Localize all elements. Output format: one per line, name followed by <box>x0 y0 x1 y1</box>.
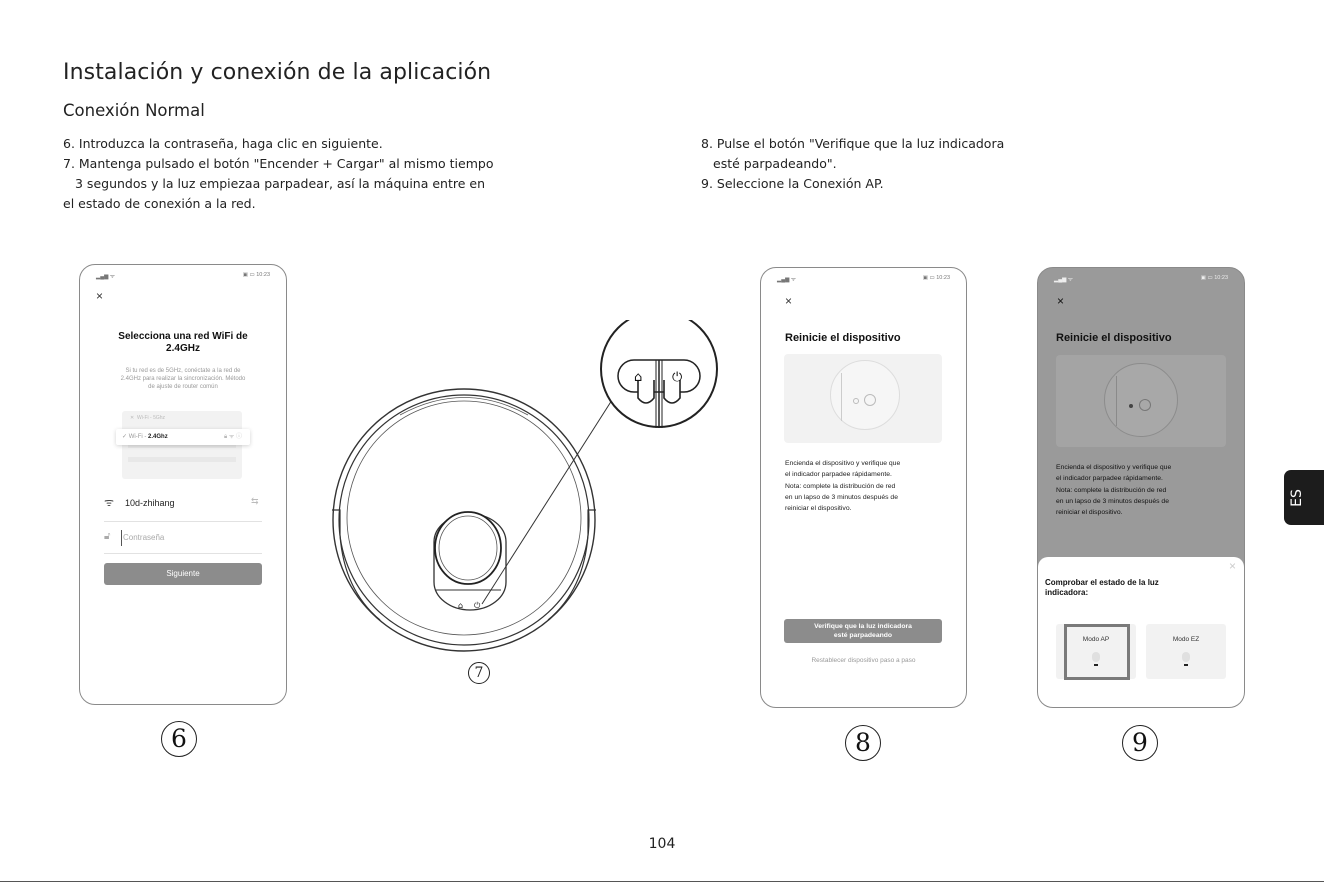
wifi-select-description <box>80 367 286 391</box>
power-icon-small: ⏻ <box>474 601 481 610</box>
body-line: en un lapso de 3 minutos después de <box>785 493 898 501</box>
body-line: reiniciar el dispositivo. <box>1056 509 1123 517</box>
close-icon[interactable]: × <box>785 294 793 308</box>
instruction-line: 6. Introduzca la contraseña, haga clic en siguiente. <box>63 136 383 151</box>
body-line: reiniciar el dispositivo. <box>785 505 852 513</box>
wifi-icon: ᯤ <box>104 497 115 509</box>
button-line: esté parpadeando <box>833 632 893 639</box>
mode-ap-card[interactable] <box>1056 624 1136 679</box>
divider <box>104 521 262 522</box>
button-line: Verifique que la luz indicadora <box>814 623 912 630</box>
phone-screen-step9 <box>1037 267 1245 708</box>
step-number-6: 6 <box>161 721 197 757</box>
restart-instructions <box>1056 462 1171 518</box>
device-illustration <box>784 354 942 443</box>
mode-ap-label: Modo AP <box>1082 636 1110 643</box>
close-icon[interactable]: × <box>96 289 104 303</box>
desc-line: de ajuste de router común <box>148 384 218 390</box>
section-subtitle: Conexión Normal <box>63 101 205 120</box>
wifi-5g-item: ✕ Wi-Fi - 5Ghz <box>130 415 166 421</box>
step-number-7: 7 <box>468 662 490 684</box>
instruction-line: el estado de conexión a la red. <box>63 196 256 211</box>
lock-icon: 🔓︎ <box>104 531 111 542</box>
phone-screen-step6 <box>79 264 287 705</box>
instruction-line: 9. Seleccione la Conexión AP. <box>701 176 884 191</box>
signal-icon: ▂▄▆ ᯤ <box>96 274 115 280</box>
instruction-line: 7. Mantenga pulsado el botón "Encender + Cargar" al mismo tiempo <box>63 156 494 171</box>
instructions-left <box>63 134 493 214</box>
status-time: ▣ ▭ 10:23 <box>1200 275 1228 281</box>
step-number-9: 9 <box>1122 725 1158 761</box>
instruction-line: 3 segundos y la luz empiezaa parpadear, así la máquina entre en <box>75 176 486 191</box>
mode-ez-card[interactable] <box>1146 624 1226 679</box>
robot-closeup <box>1104 363 1178 437</box>
title-line: 2.4GHz <box>166 343 200 354</box>
body-line: Encienda el dispositivo y verifique que <box>785 460 901 467</box>
light-status-sheet <box>1038 557 1244 707</box>
sheet-title-line: Comprobar el estado de la luz <box>1045 578 1159 587</box>
restart-title: Reinicie el dispositivo <box>785 332 901 344</box>
status-time: ▣ ▭ 10:23 <box>242 272 270 278</box>
home-icon-small: ⌂ <box>458 601 464 610</box>
robot-closeup <box>830 360 900 430</box>
phone-screen-step8 <box>760 267 967 708</box>
power-indicator-icon <box>1139 399 1151 411</box>
signal-icon: ▂▄▆ ᯤ <box>1054 277 1073 283</box>
desc-line: 2.4GHz para realizar la sincronización. Método <box>120 376 246 382</box>
body-line: en un lapso de 3 minutos después de <box>1056 497 1169 505</box>
body-line: el indicador parpadee rápidamente. <box>785 471 892 479</box>
status-time: ▣ ▭ 10:23 <box>922 275 950 281</box>
language-label: ES <box>1288 489 1305 507</box>
sheet-title <box>1045 578 1159 598</box>
password-input[interactable]: Contraseña <box>121 530 263 546</box>
desc-line: Si tu red es de 5GHz, conéctate a la red de <box>125 368 241 374</box>
body-line: Nota: complete la distribución de red <box>1056 486 1167 494</box>
next-button[interactable]: Siguiente <box>104 563 262 585</box>
sheet-title-line: indicadora: <box>1045 588 1089 597</box>
page-number: 104 <box>648 836 676 852</box>
restart-title: Reinicie el dispositivo <box>1056 332 1172 344</box>
indicator-bulb-icon <box>1182 652 1190 662</box>
swap-icon[interactable]: ⇆ <box>251 496 259 506</box>
home-icon: ⌂ <box>634 370 643 385</box>
device-illustration <box>1056 355 1226 447</box>
body-line: el indicador parpadee rápidamente. <box>1056 475 1163 483</box>
power-indicator-icon <box>864 394 876 406</box>
title-line: Selecciona una red WiFi de <box>118 331 248 342</box>
indicator-bulb-icon <box>1092 652 1100 662</box>
power-icon: ⏻ <box>672 370 683 385</box>
reset-device-link[interactable]: Restablecer dispositivo paso a paso <box>811 657 916 664</box>
mode-ez-label: Modo EZ <box>1172 636 1200 643</box>
signal-icon: ▂▄▆ ᯤ <box>777 277 796 283</box>
wifi-list-illustration <box>122 411 242 479</box>
footer-rule <box>0 881 1324 882</box>
wifi-24g-item: ✓ Wi-Fi - 2.4Ghz 🔒︎ ᯤ ⓘ <box>116 429 250 445</box>
page-title: Instalación y conexión de la aplicación <box>63 60 492 85</box>
instruction-line: 8. Pulse el botón "Verifique que la luz indicadora <box>701 136 1005 151</box>
ssid-value: 10d-zhihang <box>125 498 175 508</box>
restart-instructions <box>785 458 900 514</box>
body-line: Nota: complete la distribución de red <box>785 482 896 490</box>
robot-vacuum-illustration <box>320 320 720 660</box>
close-icon[interactable]: × <box>1057 294 1065 308</box>
divider <box>104 553 262 554</box>
verify-light-button[interactable] <box>784 619 942 643</box>
body-line: Encienda el dispositivo y verifique que <box>1056 464 1172 471</box>
sheet-close-icon[interactable]: × <box>1228 559 1236 573</box>
step-number-8: 8 <box>845 725 881 761</box>
placeholder-row <box>128 457 236 462</box>
language-tab <box>1284 470 1324 525</box>
instruction-line: esté parpadeando". <box>713 156 837 171</box>
instructions-right <box>701 134 1004 194</box>
wifi-select-title <box>80 331 286 355</box>
